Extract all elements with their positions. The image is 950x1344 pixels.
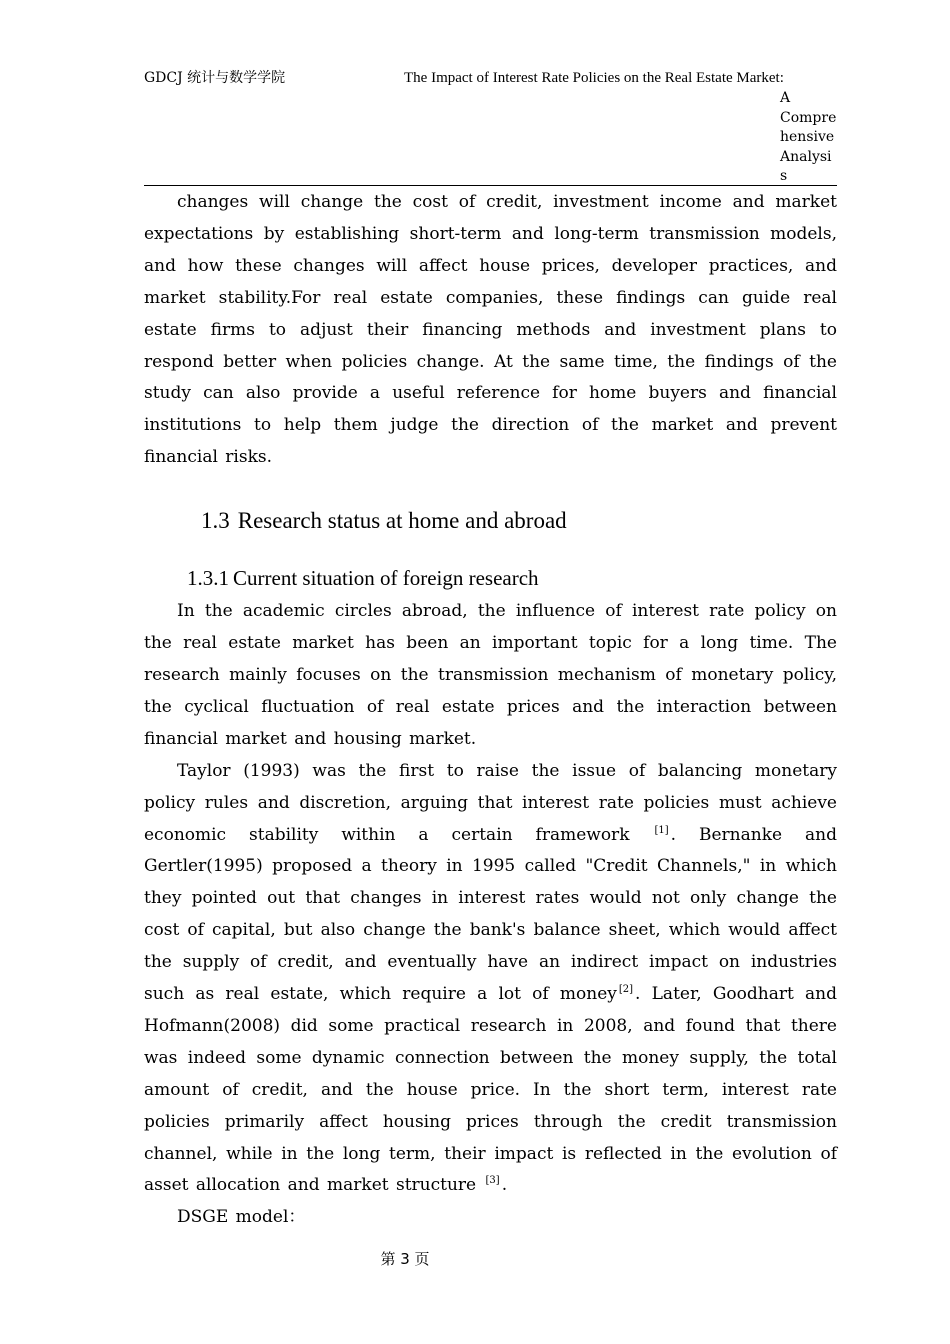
paragraph-intro-continued: changes will change the cost of credit, investment income and market expectations by establishing short-term and long-term transmission models, and how these changes will affect house prices, developer practices, and market stability.For real estate companies, these findings can guide real estate firms to adjust their financing methods and investment plans to respond better when policies change. At the same time, the findings of the study can also provide a useful reference for home buyers and financial institutions to help them judge the direction of the market and prevent financial risks. bbox=[144, 192, 837, 468]
text-run: . Later, Goodhart and Hofmann(2008) did some practical research in 2008, and found that there was indeed some dynamic connection between the money supply, the total amount of credit, and the house price. In the short term, interest rate policies primarily affect housing prices through the credit transmission channel, while in the long term, their impact is reflected in the evolution of asset allocation and market structure bbox=[144, 984, 837, 1196]
header-school: GDCJ 统计与数学学院 bbox=[144, 70, 286, 86]
header-rule bbox=[144, 185, 837, 186]
text-run: . Bernanke and Gertler(1995) proposed a theory in 1995 called "Credit Channels," in which they pointed out that changes in interest rates would not only change the cost of capital, but also change the bank's balance sheet, which would affect the supply of credit, and eventually have an indirect impact on industries such as real estate, which require a lot of money bbox=[144, 824, 837, 1005]
header-title: The Impact of Interest Rate Policies on the Real Estate Market: bbox=[404, 70, 784, 86]
subsection-title: Current situation of foreign research bbox=[233, 566, 539, 591]
subsection-heading bbox=[144, 560, 837, 596]
page-number: 第 3 页 bbox=[380, 1250, 430, 1268]
paragraph-literature bbox=[144, 756, 837, 1203]
citation-2: [2] bbox=[618, 984, 634, 996]
header-title-wrap: A Compre hensive Analysi s bbox=[780, 90, 837, 185]
citation-3: [3] bbox=[485, 1175, 500, 1187]
page-body bbox=[144, 187, 837, 1234]
section-title: Research status at home and abroad bbox=[237, 508, 567, 534]
section-number: 1.3 bbox=[201, 508, 230, 534]
paragraph-dsge: DSGE model： bbox=[177, 1207, 306, 1228]
citation-1: [1] bbox=[654, 824, 669, 836]
section-heading bbox=[144, 499, 837, 543]
text-run: . bbox=[501, 1175, 508, 1196]
paragraph-foreign-research: In the academic circles abroad, the influence of interest rate policy on the real estate market has been an important topic for a long time. The research mainly focuses on the transmission mechanism of monetary policy, the cyclical fluctuation of real estate prices and the interaction between financial market and housing market. bbox=[144, 601, 837, 749]
text-run: Taylor (1993) was the first to raise the issue of balancing monetary policy rules and discretion, arguing that interest rate policies must achieve economic stability within a certain framework bbox=[144, 760, 837, 845]
subsection-number: 1.3.1 bbox=[187, 566, 229, 591]
